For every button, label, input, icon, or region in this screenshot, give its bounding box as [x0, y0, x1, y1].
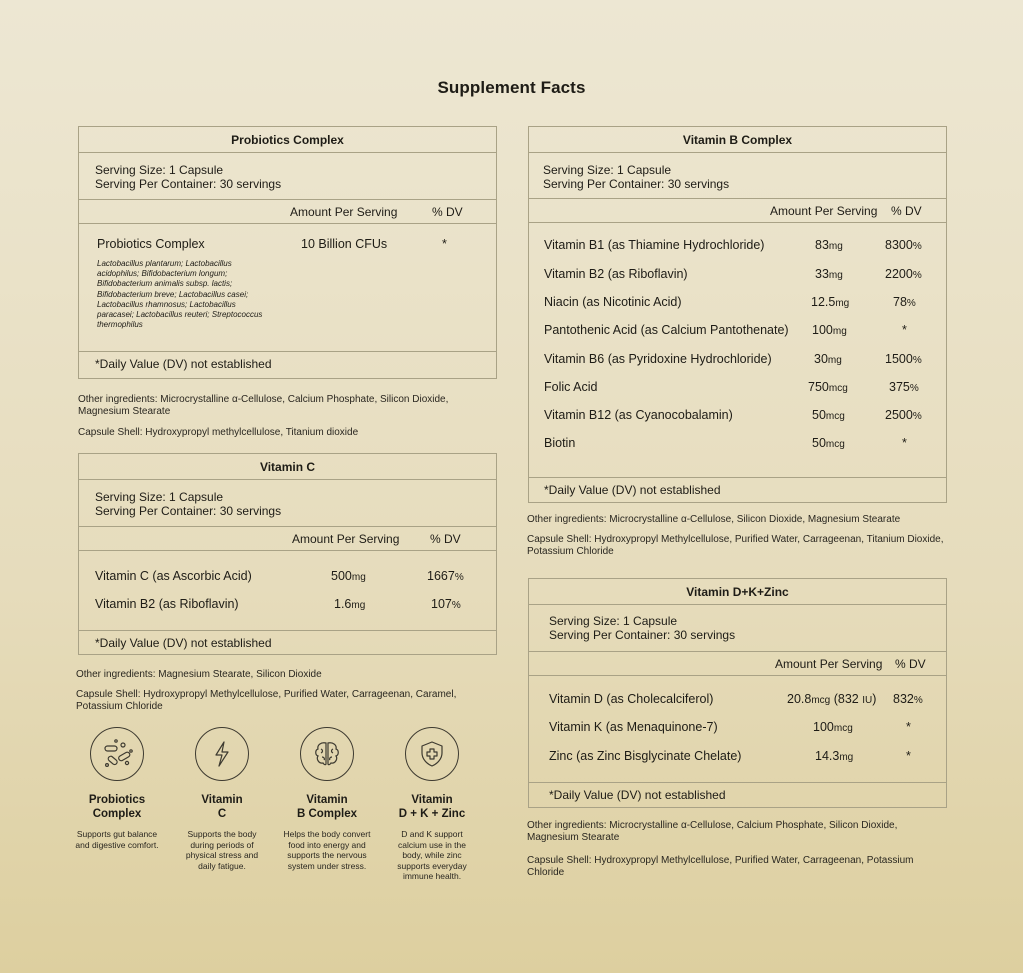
probiotic-strains: Lactobacillus plantarum; Lactobacillus acidophilus; Bifidobacterium longum; Bifidobacterium animalis subsp. lactis; Bifidobacterium breve; Lactobacillus casei; Lactobacillus rhamnosus; Lactobacillus paracasei; Lactobacillus reuteri; Streptococcus thermophilus: [97, 259, 263, 330]
nutrient-row: [529, 352, 946, 368]
feature-title: [382, 793, 482, 821]
dv-value: *: [906, 720, 911, 734]
nutrient-row: [79, 569, 496, 585]
dv-unit: %: [454, 572, 464, 583]
feature-title-line2: C: [217, 808, 227, 820]
nutrient-amount: [812, 408, 845, 422]
panel-title: Vitamin D+K+Zinc: [529, 579, 946, 605]
serving-info: [529, 153, 946, 199]
feature-vitamin-b: [277, 727, 377, 871]
vitamin-b-panel: [528, 126, 947, 503]
feature-title-line1: Vitamin: [306, 794, 348, 806]
amount-value: 30: [814, 352, 828, 366]
dv-value: 78: [893, 295, 907, 309]
nutrient-row: [529, 380, 946, 396]
servings-per-container: Serving Per Container: 30 servings: [543, 177, 730, 191]
nutrient-dv: [906, 720, 911, 734]
dv-footnote: *Daily Value (DV) not established: [95, 357, 272, 371]
amount-value: 83: [815, 238, 829, 252]
capsule-shell: Capsule Shell: Hydroxypropyl Methylcellulose, Purified Water, Carrageenan, Titanium Dioxide, Potassium Chloride: [527, 534, 944, 557]
lightning-bolt-icon: [195, 727, 249, 781]
dv-value: *: [906, 749, 911, 763]
nutrient-name: Probiotics Complex: [97, 237, 205, 251]
dv-unit: %: [909, 383, 919, 394]
panel-title: Vitamin C: [79, 454, 496, 480]
dv-value: 8300: [885, 238, 913, 252]
probiotics-panel: [78, 126, 497, 379]
nutrient-name: Folic Acid: [544, 380, 598, 394]
serving-size: Serving Size: 1 Capsule: [95, 163, 224, 177]
shield-plus-icon: [405, 727, 459, 781]
panel-title: Probiotics Complex: [79, 127, 496, 153]
nutrient-amount: [811, 295, 849, 309]
capsule-shell: Capsule Shell: Hydroxypropyl Methylcellulose, Purified Water, Carrageenan, Potassium Chloride: [527, 855, 914, 878]
serving-info: [529, 605, 946, 652]
vitamin-c-panel: [78, 453, 497, 655]
serving-info: [79, 153, 496, 200]
nutrient-amount: [813, 720, 853, 734]
feature-title: [67, 793, 167, 821]
amount-unit: mcg: [825, 439, 845, 450]
nutrient-dv: [893, 692, 923, 706]
amount-header: Amount Per Serving: [770, 204, 878, 218]
amount-value: 12.5: [811, 295, 836, 309]
nutrient-row: [529, 323, 946, 339]
nutrient-name: Niacin (as Nicotinic Acid): [544, 295, 682, 309]
nutrient-rows: [79, 224, 496, 352]
nutrient-name: Biotin: [544, 436, 576, 450]
nutrient-amount: [334, 597, 365, 611]
nutrient-row: [529, 436, 946, 452]
nutrient-dv: [431, 597, 461, 611]
nutrient-dv: [885, 408, 922, 422]
vitamin-dkz-panel: [528, 578, 947, 808]
servings-per-container: Serving Per Container: 30 servings: [95, 504, 282, 518]
feature-title-line2: B Complex: [296, 808, 358, 820]
nutrient-dv: *: [442, 237, 447, 251]
nutrient-dv: [885, 352, 922, 366]
amount-unit: mcg: [811, 695, 831, 706]
nutrient-name: Vitamin K (as Menaquinone-7): [549, 720, 718, 734]
servings-per-container: Serving Per Container: 30 servings: [95, 177, 282, 191]
dv-value: 2200: [885, 267, 913, 281]
other-ingredients: Other ingredients: Microcrystalline α-Cellulose, Silicon Dioxide, Magnesium Stearate: [527, 514, 901, 525]
nutrient-name: Zinc (as Zinc Bisglycinate Chelate): [549, 749, 742, 763]
nutrient-amount: [787, 692, 876, 706]
nutrient-row: [529, 295, 946, 311]
serving-size: Serving Size: 1 Capsule: [549, 614, 678, 628]
amount-unit: mg: [839, 752, 854, 763]
amount-unit: mg: [351, 600, 366, 611]
nutrient-name: Vitamin B12 (as Cyanocobalamin): [544, 408, 733, 422]
nutrient-amount: [815, 238, 843, 252]
amount-value: 14.3: [815, 749, 840, 763]
feature-title-line2: D + K + Zinc: [398, 808, 466, 820]
nutrient-rows: [529, 676, 946, 783]
dv-value: 375: [889, 380, 910, 394]
feature-description: Helps the body convert food into energy and supports the nervous system under stress.: [283, 829, 371, 871]
amount-header: Amount Per Serving: [290, 205, 398, 219]
dv-unit: %: [451, 600, 461, 611]
nutrient-row: [529, 720, 946, 736]
amount-unit: mcg: [828, 383, 848, 394]
dv-value: *: [902, 436, 907, 450]
serving-size: Serving Size: 1 Capsule: [95, 490, 224, 504]
dv-unit: %: [912, 411, 922, 422]
nutrient-dv: [893, 295, 916, 309]
dv-header: % DV: [430, 532, 461, 546]
amount-unit: mg: [828, 241, 843, 252]
amount-value: 33: [815, 267, 829, 281]
other-ingredients: Other ingredients: Magnesium Stearate, Silicon Dioxide: [76, 669, 322, 680]
nutrient-row: [529, 692, 946, 708]
nutrient-dv: [889, 380, 919, 394]
nutrient-amount: [808, 380, 848, 394]
amount-header: Amount Per Serving: [292, 532, 400, 546]
nutrient-dv: [885, 238, 922, 252]
amount-header: Amount Per Serving: [775, 657, 883, 671]
page-title: Supplement Facts: [437, 78, 586, 97]
dv-unit: %: [906, 298, 916, 309]
amount-unit: mg: [832, 326, 847, 337]
dv-header: % DV: [432, 205, 463, 219]
feature-title-line1: Probiotics: [88, 794, 146, 806]
dv-unit: %: [912, 241, 922, 252]
nutrient-dv: [902, 436, 907, 450]
servings-per-container: Serving Per Container: 30 servings: [549, 628, 736, 642]
amount-value: 750: [808, 380, 829, 394]
amount-value: 100: [813, 720, 834, 734]
brain-icon: [300, 727, 354, 781]
amount-unit: mg: [835, 298, 850, 309]
feature-title: [277, 793, 377, 821]
dv-value: 832: [893, 692, 914, 706]
nutrient-row: [529, 267, 946, 283]
nutrient-name: Vitamin B2 (as Riboflavin): [544, 267, 688, 281]
dv-unit: %: [912, 270, 922, 281]
amount-unit: mcg: [833, 723, 853, 734]
nutrient-amount: 10 Billion CFUs: [301, 237, 388, 251]
nutrient-amount: [815, 267, 843, 281]
nutrient-row: [529, 408, 946, 424]
amount-value: 100: [812, 323, 833, 337]
dv-unit: %: [913, 695, 923, 706]
nutrient-rows: [79, 551, 496, 631]
nutrient-amount: [814, 352, 842, 366]
dv-footnote: *Daily Value (DV) not established: [549, 788, 726, 802]
other-ingredients: Other ingredients: Microcrystalline α-Cellulose, Calcium Phosphate, Silicon Dioxide, Magnesium Stearate: [527, 820, 898, 843]
dv-unit: %: [912, 355, 922, 366]
dv-value: *: [902, 323, 907, 337]
nutrient-row: [79, 597, 496, 613]
column-headers: [529, 199, 946, 223]
nutrient-name: Vitamin B2 (as Riboflavin): [95, 597, 239, 611]
amount-extra-close: ): [872, 692, 877, 706]
nutrient-amount: [812, 323, 847, 337]
nutrient-row: [529, 749, 946, 765]
capsule-shell: Capsule Shell: Hydroxypropyl methylcellulose, Titanium dioxide: [78, 427, 359, 438]
nutrient-name: Vitamin B6 (as Pyridoxine Hydrochloride): [544, 352, 772, 366]
dv-header: % DV: [895, 657, 926, 671]
amount-value: 50: [812, 436, 826, 450]
nutrient-dv: [902, 323, 907, 337]
feature-description: Supports the body during periods of physical stress and daily fatigue.: [185, 829, 259, 871]
nutrient-name: Vitamin B1 (as Thiamine Hydrochloride): [544, 238, 765, 252]
amount-value: 20.8: [787, 692, 812, 706]
feature-probiotics: [67, 727, 167, 850]
dv-header: % DV: [891, 204, 922, 218]
dv-value: 107: [431, 597, 452, 611]
nutrient-name: Pantothenic Acid (as Calcium Pantothenate): [544, 323, 789, 337]
capsule-shell: Capsule Shell: Hydroxypropyl Methylcellulose, Purified Water, Carrageenan, Caramel, Potassium Chloride: [76, 689, 457, 712]
nutrient-dv: [427, 569, 464, 583]
feature-title-line1: Vitamin: [411, 794, 453, 806]
amount-unit: mg: [827, 355, 842, 366]
nutrient-name: Vitamin D (as Cholecalciferol): [549, 692, 714, 706]
amount-unit: mcg: [825, 411, 845, 422]
serving-info: [79, 480, 496, 527]
other-ingredients: Other ingredients: Microcrystalline α-Cellulose, Calcium Phosphate, Silicon Dioxide, Magnesium Stearate: [78, 394, 449, 417]
dv-value: 1667: [427, 569, 455, 583]
nutrient-row: [529, 238, 946, 254]
feature-description: D and K support calcium use in the body, while zinc supports everyday immune health.: [397, 829, 467, 881]
dv-value: 1500: [885, 352, 913, 366]
amount-unit: mg: [828, 270, 843, 281]
nutrient-amount: [815, 749, 853, 763]
dv-footnote: *Daily Value (DV) not established: [95, 636, 272, 650]
column-headers: [529, 652, 946, 676]
amount-value: 500: [331, 569, 352, 583]
amount-extra: (832: [830, 692, 863, 706]
column-headers: [79, 527, 496, 551]
nutrient-rows: [529, 223, 946, 478]
bacteria-icon: [90, 727, 144, 781]
panel-title: Vitamin B Complex: [529, 127, 946, 153]
nutrient-amount: [331, 569, 366, 583]
nutrient-dv: [885, 267, 922, 281]
amount-value: 1.6: [334, 597, 352, 611]
amount-unit: mg: [351, 572, 366, 583]
column-headers: [79, 200, 496, 224]
feature-title-line2: Complex: [92, 808, 142, 820]
feature-vitamin-c: [172, 727, 272, 871]
nutrient-dv: [906, 749, 911, 763]
feature-description: Supports gut balance and digestive comfort.: [75, 829, 159, 850]
amount-value: 50: [812, 408, 826, 422]
feature-title-line1: Vitamin: [201, 794, 243, 806]
nutrient-amount: [812, 436, 845, 450]
dv-footnote: *Daily Value (DV) not established: [544, 483, 721, 497]
amount-extra-unit: IU: [862, 695, 873, 706]
feature-title: [172, 793, 272, 821]
serving-size: Serving Size: 1 Capsule: [543, 163, 672, 177]
nutrient-name: Vitamin C (as Ascorbic Acid): [95, 569, 252, 583]
feature-vitamin-dkz: [382, 727, 482, 882]
dv-value: 2500: [885, 408, 913, 422]
